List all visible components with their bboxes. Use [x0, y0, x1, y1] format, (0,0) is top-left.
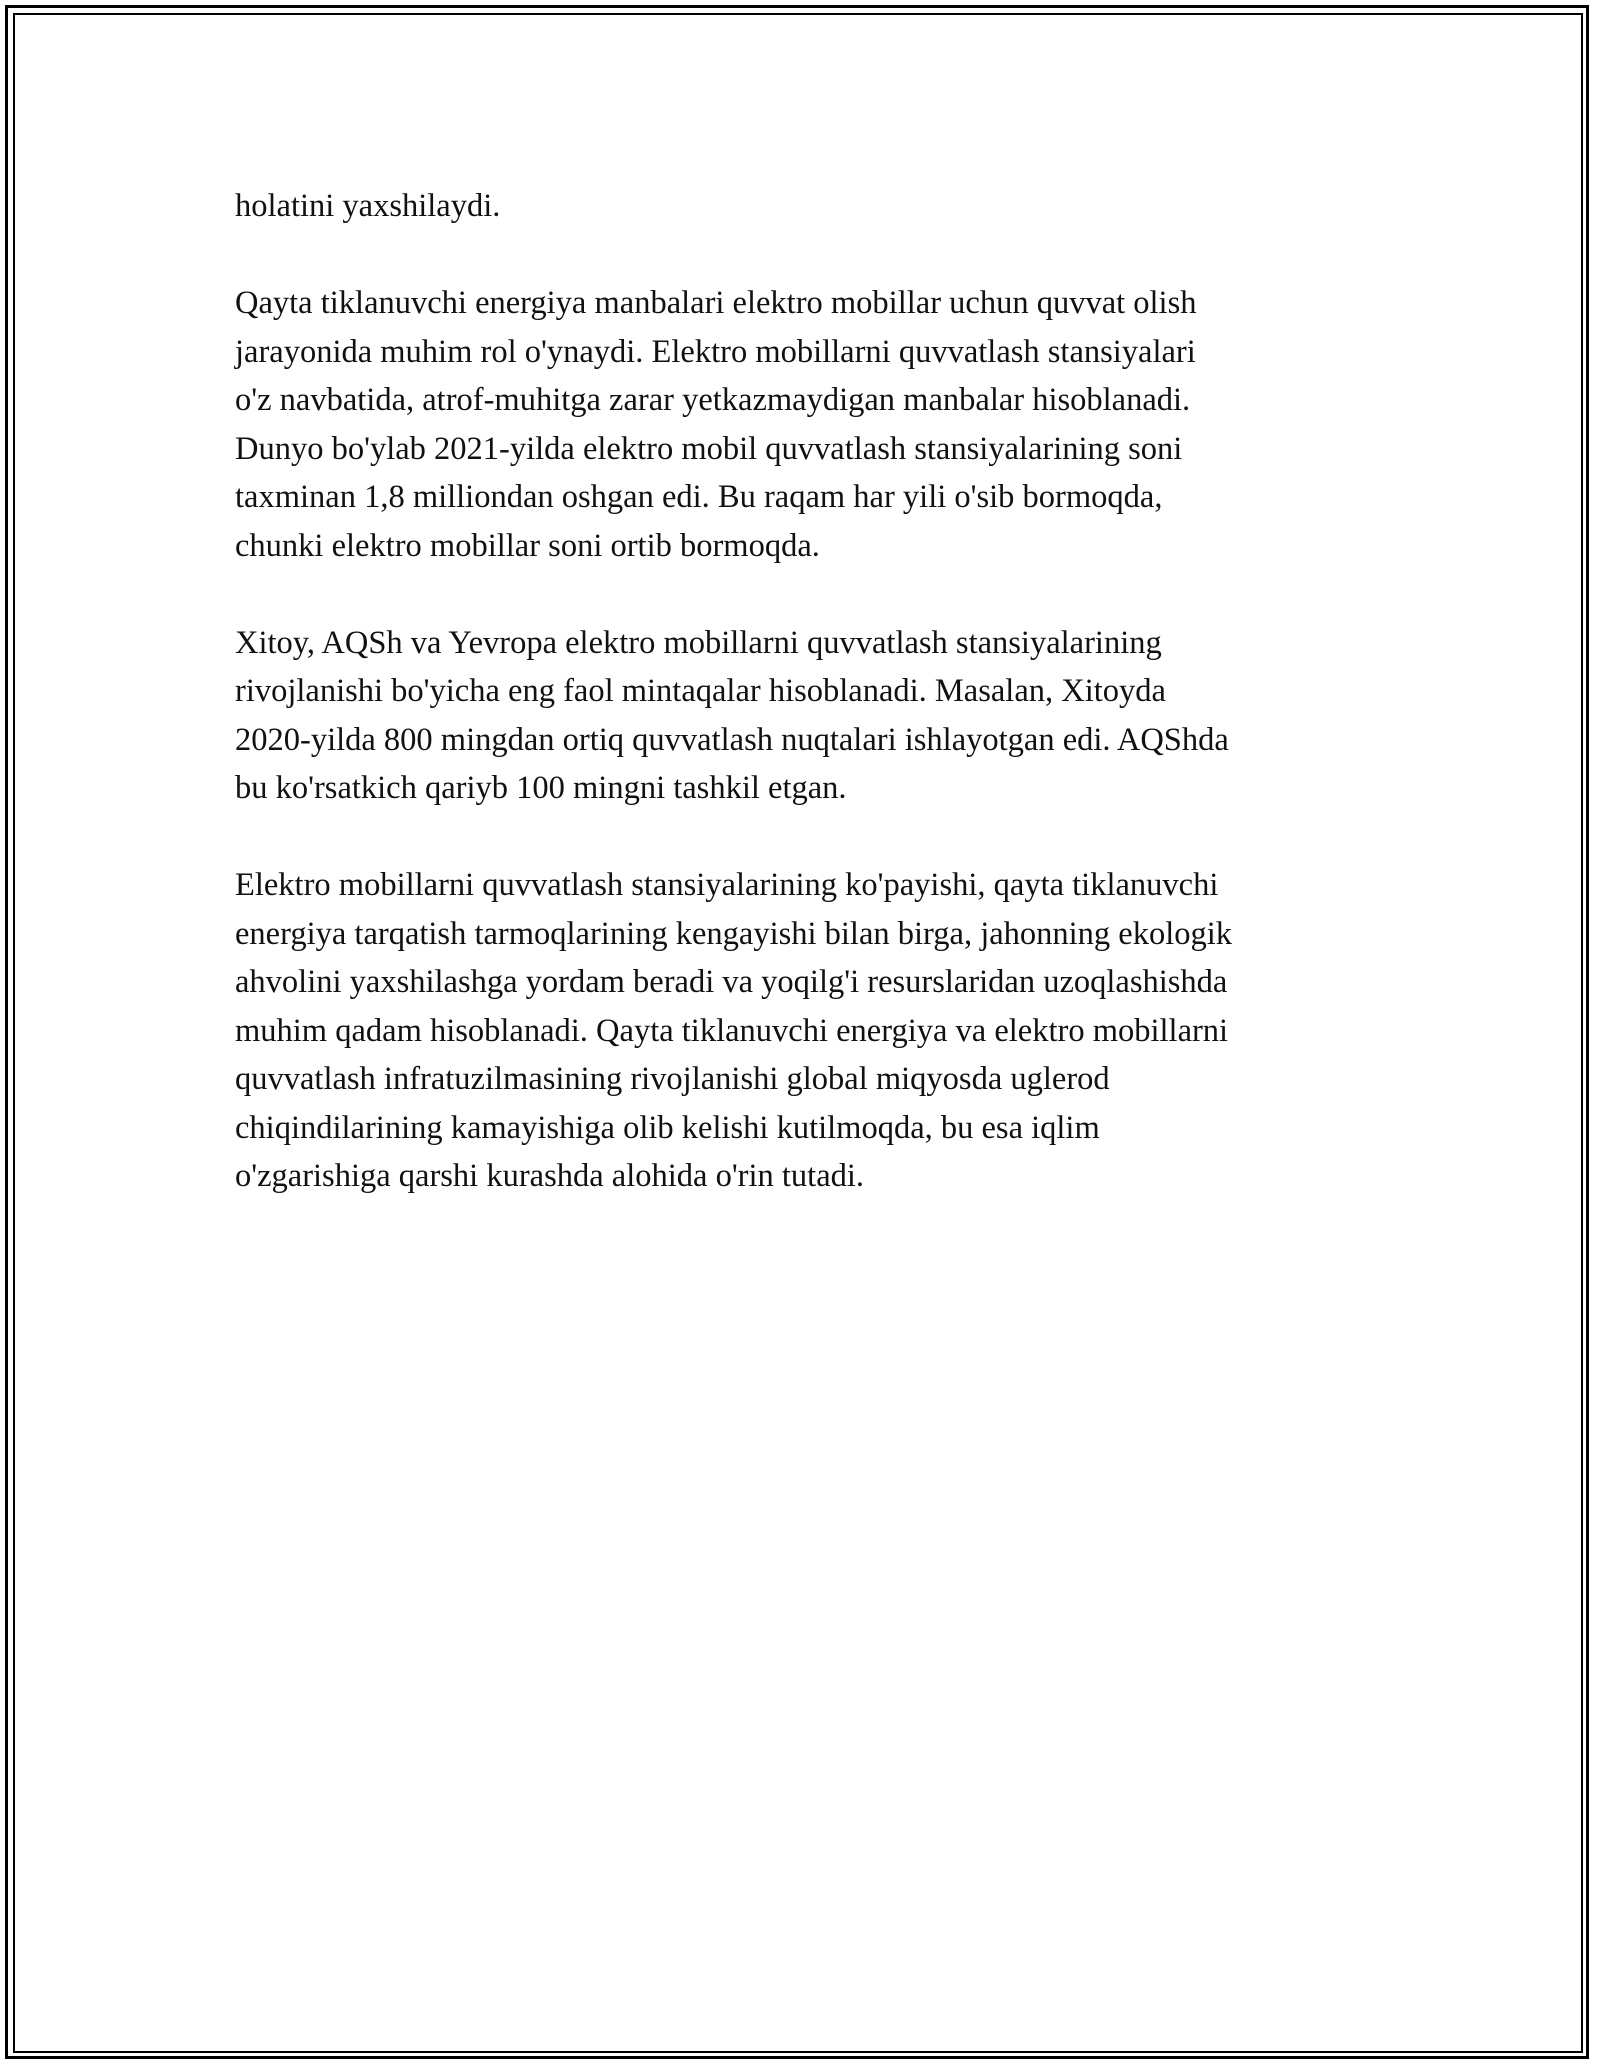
text-line: bu ko'rsatkich qariyb 100 mingni tashkil etgan.: [235, 770, 847, 806]
paragraph-4: [235, 861, 1375, 1201]
text-line: o'zgarishiga qarshi kurashda alohida o'rin tutadi.: [235, 1158, 865, 1194]
text-line: taxminan 1,8 milliondan oshgan edi. Bu raqam har yili o'sib bormoqda,: [235, 479, 1163, 515]
text-line: rivojlanishi bo'yicha eng faol mintaqalar hisoblanadi. Masalan, Xitoyda: [235, 673, 1166, 709]
text-line: Qayta tiklanuvchi energiya manbalari elektro mobillar uchun quvvat olish: [235, 285, 1197, 321]
text-line: o'z navbatida, atrof-muhitga zarar yetkazmaydigan manbalar hisoblanadi.: [235, 382, 1191, 418]
text-line: holatini yaxshilaydi.: [235, 188, 501, 224]
text-line: Xitoy, AQSh va Yevropa elektro mobillarni quvvatlash stansiyalarining: [235, 624, 1162, 661]
text-line: jarayonida muhim rol o'ynaydi. Elektro mobillarni quvvatlash stansiyalari: [235, 333, 1196, 370]
text-line: chunki elektro mobillar soni ortib bormoqda.: [235, 527, 820, 564]
text-line: Elektro mobillarni quvvatlash stansiyalarining ko'payishi, qayta tiklanuvchi: [235, 867, 1219, 903]
document-body: [235, 182, 1375, 1249]
text-line: chiqindilarining kamayishiga olib kelishi kutilmoqda, bu esa iqlim: [235, 1109, 1100, 1146]
text-line: ahvolini yaxshilashga yordam beradi va yoqilg'i resurslaridan uzoqlashishda: [235, 964, 1228, 1000]
text-line: 2020-yilda 800 mingdan ortiq quvvatlash nuqtalari ishlayotgan edi. AQShda: [235, 721, 1229, 758]
paragraph-3: [235, 619, 1375, 813]
paragraph-1: [235, 182, 1375, 231]
paragraph-2: [235, 279, 1375, 570]
text-line: Dunyo bo'ylab 2021-yilda elektro mobil quvvatlash stansiyalarining soni: [235, 430, 1183, 467]
text-line: energiya tarqatish tarmoqlarining kengayishi bilan birga, jahonning ekologik: [235, 915, 1233, 952]
text-line: quvvatlash infratuzilmasining rivojlanishi global miqyosda uglerod: [235, 1061, 1110, 1097]
text-line: muhim qadam hisoblanadi. Qayta tiklanuvchi energiya va elektro mobillarni: [235, 1012, 1229, 1049]
